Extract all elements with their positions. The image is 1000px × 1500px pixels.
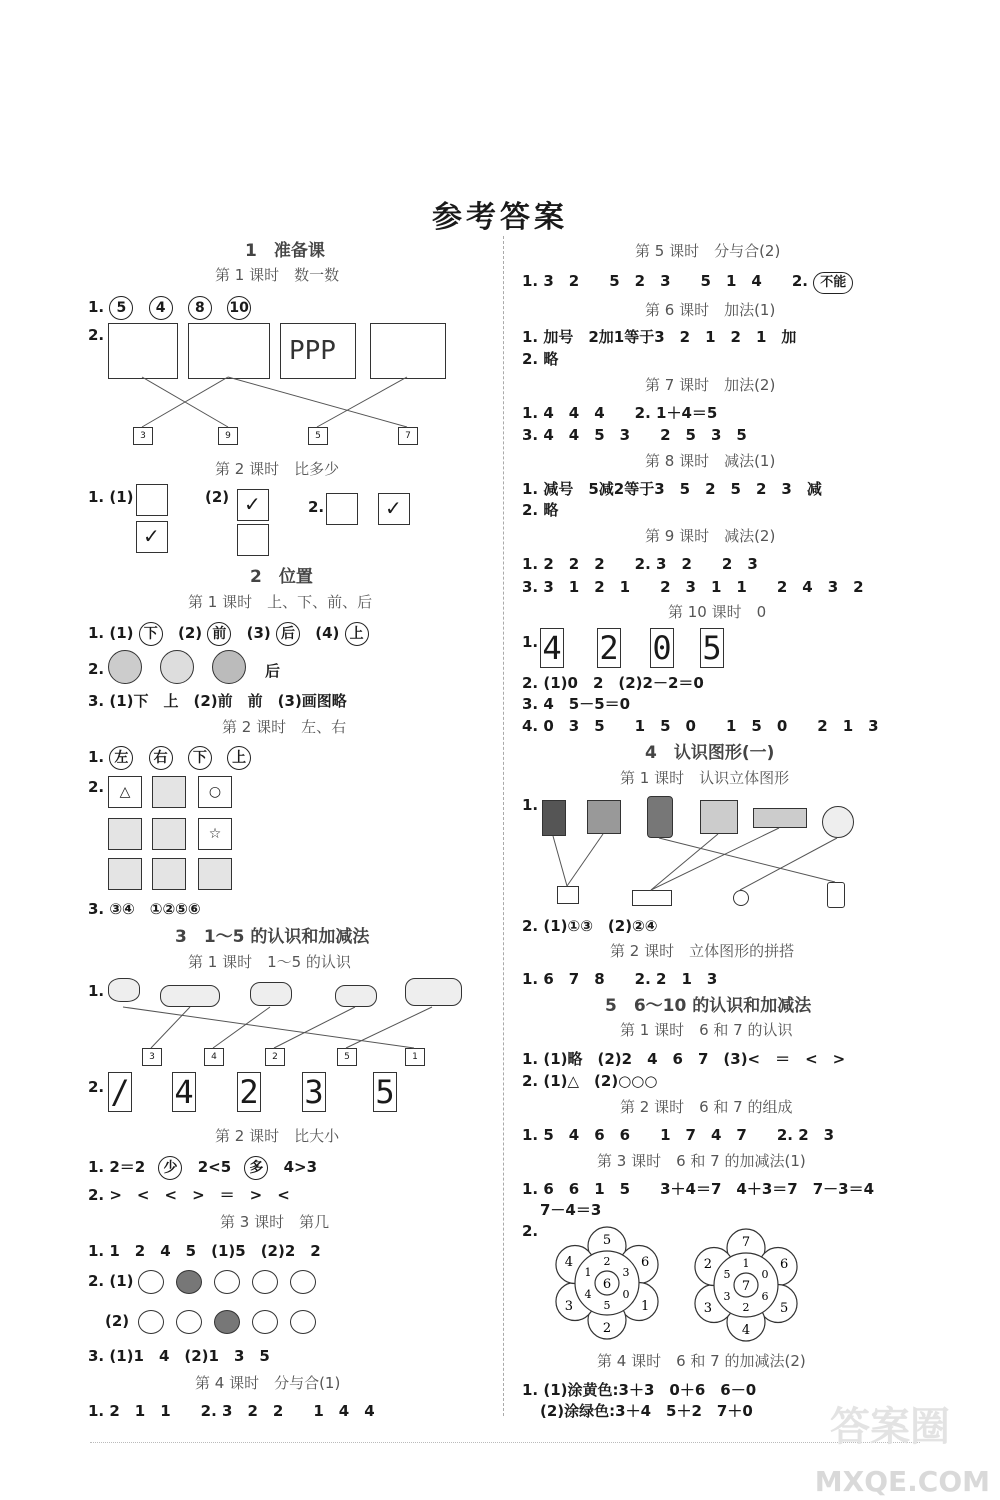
petal-number: 2 [703,1257,713,1272]
question-1-part-2: (2)涂绿色:3＋4 5＋2 7＋0 [540,1402,753,1420]
unit-3-heading: 3 1～5 的认识和加减法 [175,927,370,947]
lesson-heading: 第 8 课时 减法(1) [645,452,776,470]
circled-answer: 前 [207,622,231,646]
grid-cell-circle: ○ [198,776,232,808]
inner-number: 2 [742,1301,750,1314]
question-1: 1. 2 1 1 2. 3 2 2 1 4 4 [88,1402,375,1420]
inner-number: 5 [603,1299,611,1312]
question-3: 3. (1)下 上 (2)前 前 (3)画图略 [88,692,347,710]
question-1: 1. 5 4 8 10 [88,296,261,320]
lesson-heading: 第 6 课时 加法(1) [645,301,776,319]
question-1: 1. 5 4 6 6 1 7 4 7 2. 2 3 [522,1126,835,1144]
circled-answer: 多 [244,1156,268,1180]
digit-box: 5 [373,1072,397,1112]
lesson-heading: 第 9 课时 减法(2) [645,527,776,545]
question-1: 1. 左 右 下 上 [88,746,261,770]
question-1: 1. (1)涂黄色:3＋3 0＋6 6－0 [522,1381,757,1399]
circled-answer: 5 [109,296,133,320]
question-2-label: 2. [88,778,105,796]
question-1: 1. 2＝2 少 2<5 多 4>3 [88,1156,317,1180]
question-1: 1. (1)略 (2)2 4 6 7 (3)< ＝ < > [522,1050,846,1068]
number-box: 5 [337,1048,357,1066]
question-1: 1. 6 7 8 2. 2 1 3 [522,970,718,988]
digit-box: / [108,1072,132,1112]
petal-number: 6 [640,1255,650,1270]
question-2-label: 2. [88,326,105,344]
number-box: 1 [405,1048,425,1066]
question-1: 1. 4 4 4 2. 1＋4＝5 [522,404,718,422]
digit-box: 2 [597,628,621,668]
question-2: 2. 略 [522,350,559,368]
question-1: 1. 1 2 4 5 (1)5 (2)2 2 [88,1242,321,1260]
question-2: 2. 略 [522,501,559,519]
lesson-heading: 第 10 课时 0 [668,603,767,621]
lesson-heading: 第 2 课时 6 和 7 的组成 [620,1098,793,1116]
lesson-heading: 第 7 课时 加法(2) [645,376,776,394]
lesson-heading: 第 1 课时 6 和 7 的认识 [620,1021,793,1039]
petal-number: 4 [564,1255,574,1270]
circled-answer: 下 [188,746,212,770]
circled-answer: 8 [188,296,212,320]
lesson-heading: 第 1 课时 数一数 [215,266,340,284]
unit-1-heading: 1 准备课 [245,241,325,261]
digit-box: 4 [540,628,564,668]
question-1: 1. 2 2 2 2. 3 2 2 3 [522,555,758,573]
circled-answer: 10 [227,296,251,320]
inner-number: 0 [761,1268,769,1281]
number-box: 5 [308,427,328,445]
number-box: 3 [133,427,153,445]
question-label: 1. (1) [88,488,134,506]
question-label: 2. [308,498,325,516]
petal-number: 3 [703,1301,713,1316]
number-box: 3 [142,1048,162,1066]
petal-number: 1 [640,1299,650,1314]
circled-answer: 不能 [813,272,853,294]
lesson-heading: 第 5 课时 分与合(2) [635,242,781,260]
petal-number: 4 [741,1323,751,1338]
circled-answer: 上 [227,746,251,770]
unit-2-heading: 2 位置 [250,567,313,587]
question-2-label: 2. [88,1078,105,1096]
lesson-heading: 第 3 课时 第几 [220,1213,330,1231]
lesson-heading: 第 1 课时 认识立体图形 [620,769,790,787]
question-4: 4. 0 3 5 1 5 0 1 5 0 2 1 3 [522,717,879,735]
petal-number: 7 [741,1235,751,1250]
center-number: 7 [741,1279,751,1294]
question-1: 1. 加号 2加1等于3 2 1 2 1 加 [522,328,797,346]
question-3: 3. 4 4 5 3 2 5 3 5 [522,426,747,444]
question-label: (2) [205,488,230,506]
question-label: 2. (1) [88,1272,134,1290]
page-title: 参考答案 [432,200,568,235]
inner-number: 6 [761,1290,769,1303]
circled-answer: 少 [158,1156,182,1180]
question-2: 2. (1)①③ (2)②④ [522,917,658,935]
digit-box: 4 [172,1072,196,1112]
digit-box: 3 [302,1072,326,1112]
lesson-heading: 第 2 课时 立体图形的拼搭 [610,942,795,960]
digit-box: 0 [650,628,674,668]
lesson-heading: 第 2 课时 左、右 [222,718,347,736]
digit-box: 5 [700,628,724,668]
number-box: 7 [398,427,418,445]
number-box: 9 [218,427,238,445]
picture-letters: PPP [280,323,356,379]
question-1-label: 1. [522,633,539,651]
circled-answer: 4 [149,296,173,320]
question-1: 1. 3 2 5 2 3 5 1 4 2. 不能 [522,270,853,294]
petal-number: 5 [779,1301,789,1316]
number-flower-7 [695,1229,797,1341]
lesson-heading: 第 1 课时 1～5 的认识 [188,953,351,971]
question-1: 1. (1) 下 (2) 前 (3) 后 (4) 上 [88,622,379,646]
lesson-heading: 第 1 课时 上、下、前、后 [188,593,373,611]
inner-number: 2 [603,1255,611,1268]
watermark-logo-text: 答案圈 [830,1404,950,1450]
petal-number: 3 [564,1299,574,1314]
digit-box: 2 [237,1072,261,1112]
number-box: 4 [204,1048,224,1066]
circled-answer: 右 [149,746,173,770]
lesson-heading: 第 2 课时 比大小 [215,1127,340,1145]
inner-number: 4 [584,1288,592,1301]
question-2: 2. > < < > ＝ > < [88,1186,290,1204]
lesson-heading: 第 3 课时 6 和 7 的加减法(1) [597,1152,806,1170]
inner-number: 1 [584,1266,592,1279]
question-2-label: 2. [88,660,105,678]
watermark-text: MXQE.COM [814,1465,990,1498]
question-3: 3. ③④ ①②⑤⑥ [88,900,201,918]
question-3: 3. (1)1 4 (2)1 3 5 [88,1347,270,1365]
question-3: 3. 3 1 2 1 2 3 1 1 2 4 3 2 [522,578,864,596]
number-box: 2 [265,1048,285,1066]
petal-number: 2 [602,1321,612,1336]
question-2: 2. (1)△ (2)○○○ [522,1072,658,1090]
unit-4-heading: 4 认识图形(一) [645,743,775,763]
question-label: (2) [105,1312,130,1330]
question-1: 1. 减号 5减2等于3 5 2 5 2 3 减 [522,480,822,498]
circled-answer: 下 [139,622,163,646]
grid-cell-star: ☆ [198,818,232,850]
circled-answer: 后 [276,622,300,646]
question-2-label: 2. [522,1222,539,1240]
circled-answer: 左 [109,746,133,770]
circled-answer: 上 [345,622,369,646]
inner-number: 0 [622,1288,630,1301]
petal-number: 5 [602,1233,612,1248]
lesson-heading: 第 2 课时 比多少 [215,460,340,478]
grid-cell-triangle: △ [108,776,142,808]
question-2: 2. (1)0 2 (2)2－2＝0 [522,674,704,692]
inner-number: 3 [723,1290,731,1303]
lesson-heading: 第 4 课时 分与合(1) [195,1374,341,1392]
answer-text: 后 [265,662,281,680]
lesson-heading: 第 4 课时 6 和 7 的加减法(2) [597,1352,806,1370]
inner-number: 5 [723,1268,731,1281]
number-flower-6 [556,1227,658,1339]
question-1-label: 1. [88,982,105,1000]
unit-5-heading: 5 6～10 的认识和加减法 [605,996,812,1016]
inner-number: 1 [742,1257,750,1270]
question-1-continued: 7－4＝3 [540,1201,602,1219]
inner-number: 3 [622,1266,630,1279]
center-number: 6 [602,1277,612,1292]
question-1: 1. 6 6 1 5 3＋4＝7 4＋3＝7 7－3＝4 [522,1180,875,1198]
question-1-label: 1. [522,796,539,814]
petal-number: 6 [779,1257,789,1272]
question-3: 3. 4 5－5＝0 [522,695,631,713]
